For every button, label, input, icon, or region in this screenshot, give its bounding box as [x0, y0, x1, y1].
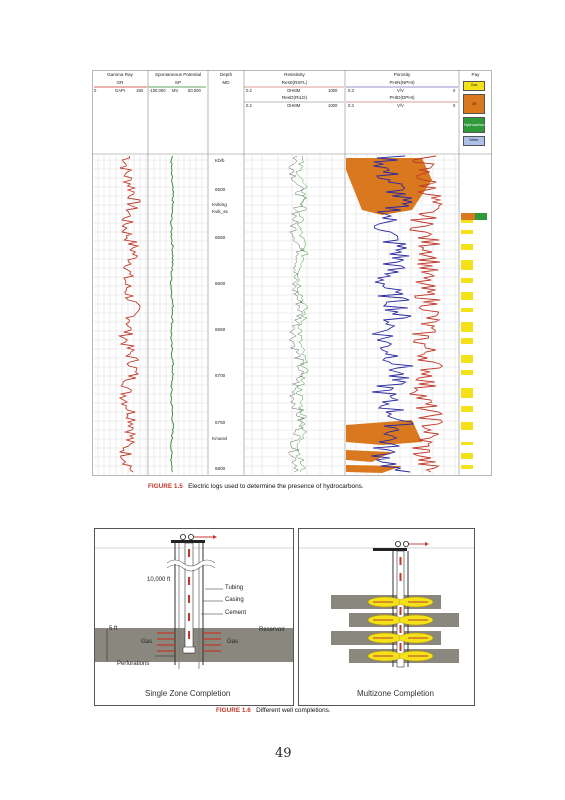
multizone-panel	[298, 528, 475, 706]
depth-label-6550: 6550	[215, 235, 226, 240]
resistivity-unit-2: OHMM	[287, 103, 301, 108]
depth-label-6650: 6650	[215, 327, 226, 332]
porosity-max-1: 0	[453, 88, 456, 93]
depth-label-6500: 6500	[215, 187, 226, 192]
cement-label: Cement	[225, 610, 247, 616]
depth-label-kbb: Kb/b	[215, 158, 225, 163]
single-zone-panel	[94, 528, 294, 706]
resistivity-title: Resistivity	[284, 72, 305, 77]
sp-min: -100.000	[149, 88, 166, 93]
sp-curve: SP	[174, 80, 182, 85]
depth-label-6600: 6600	[215, 281, 226, 286]
depth-label-kviking: Kviking	[212, 202, 227, 207]
depth-label-6750: 6750	[215, 420, 226, 425]
thickness-label: 5 ft	[109, 626, 118, 632]
single-zone-title: Single Zone Completion	[145, 689, 231, 698]
figure-1-6-text: Different well completions.	[256, 707, 331, 714]
pay-legend-water: Water	[463, 136, 485, 146]
gamma-ray-curve: GR	[116, 80, 124, 85]
resistivity-max-2: 1000	[328, 103, 338, 108]
porosity-unit-1: V/V	[397, 88, 404, 93]
resistivity-curve-2: ResD(RILD)	[281, 95, 307, 100]
pay-legend-hydrocarbon: Hydrocarbon	[463, 117, 485, 133]
casing-label: Casing	[225, 597, 244, 603]
figure-1-5-caption	[148, 483, 364, 490]
sp-title: Spontaneous Potential	[154, 72, 202, 77]
sp-unit: MV	[172, 88, 179, 93]
porosity-unit-2: V/V	[397, 103, 404, 108]
gamma-ray-unit: GAPI	[115, 88, 126, 93]
porosity-title: Porosity	[393, 72, 411, 77]
reservoir-label: Reservoir	[259, 627, 285, 633]
gamma-ray-max: 150	[136, 88, 143, 93]
pay-title: Pay	[471, 72, 480, 77]
gamma-ray-min: 0	[94, 88, 97, 93]
porosity-min-2: 0.3	[348, 103, 354, 108]
depth-label-kvik-ss: Kvik_ss	[212, 209, 228, 214]
multizone-title: Multizone Completion	[357, 689, 434, 698]
resistivity-max-1: 1000	[328, 88, 338, 93]
depth-title: Depth	[219, 72, 233, 77]
gas-right-label: Gas	[227, 639, 239, 645]
porosity-min-1: 0.3	[348, 88, 354, 93]
pay-legend-gas: Gas	[463, 81, 485, 91]
resistivity-curve-1: Res0(RSFL)	[281, 80, 308, 85]
depth-label-6700: 6700	[215, 373, 226, 378]
well-log-chart	[92, 70, 492, 476]
figure-1-6-caption	[216, 707, 331, 714]
resistivity-unit-1: OHMM	[287, 88, 301, 93]
pay-legend-oil: Oil	[463, 94, 485, 114]
single-zone-diagram	[95, 529, 293, 705]
porosity-max-2: 0	[453, 103, 456, 108]
gas-left-label: Gas	[141, 639, 153, 645]
porosity-curve-1: PHIN(NPHI)	[389, 80, 415, 85]
figure-1-5-label: FIGURE 1.5	[148, 483, 183, 490]
multizone-diagram	[299, 529, 474, 705]
depth-10000-label: 10,000 ft	[147, 577, 171, 583]
page-number: 49	[275, 746, 292, 761]
depth-label-kmanvl: Kmanvl	[212, 436, 228, 441]
gamma-ray-title: Gamma Ray	[107, 72, 133, 77]
resistivity-min-2: 0.2	[246, 103, 252, 108]
figure-1-5-text: Electric logs used to determine the presence of hydrocarbons.	[188, 483, 364, 490]
tubing-label: Tubing	[225, 585, 244, 591]
depth-label-6800: 6800	[215, 466, 226, 471]
porosity-curve-2: PHID(DPHI)	[389, 95, 415, 100]
depth-curve: MD	[222, 80, 230, 85]
perforations-label: Perforations	[117, 661, 150, 667]
figure-1-5	[92, 70, 492, 476]
sp-max: 50.000	[188, 88, 201, 93]
figure-1-6-label: FIGURE 1.6	[216, 707, 251, 714]
resistivity-min-1: 0.2	[246, 88, 252, 93]
